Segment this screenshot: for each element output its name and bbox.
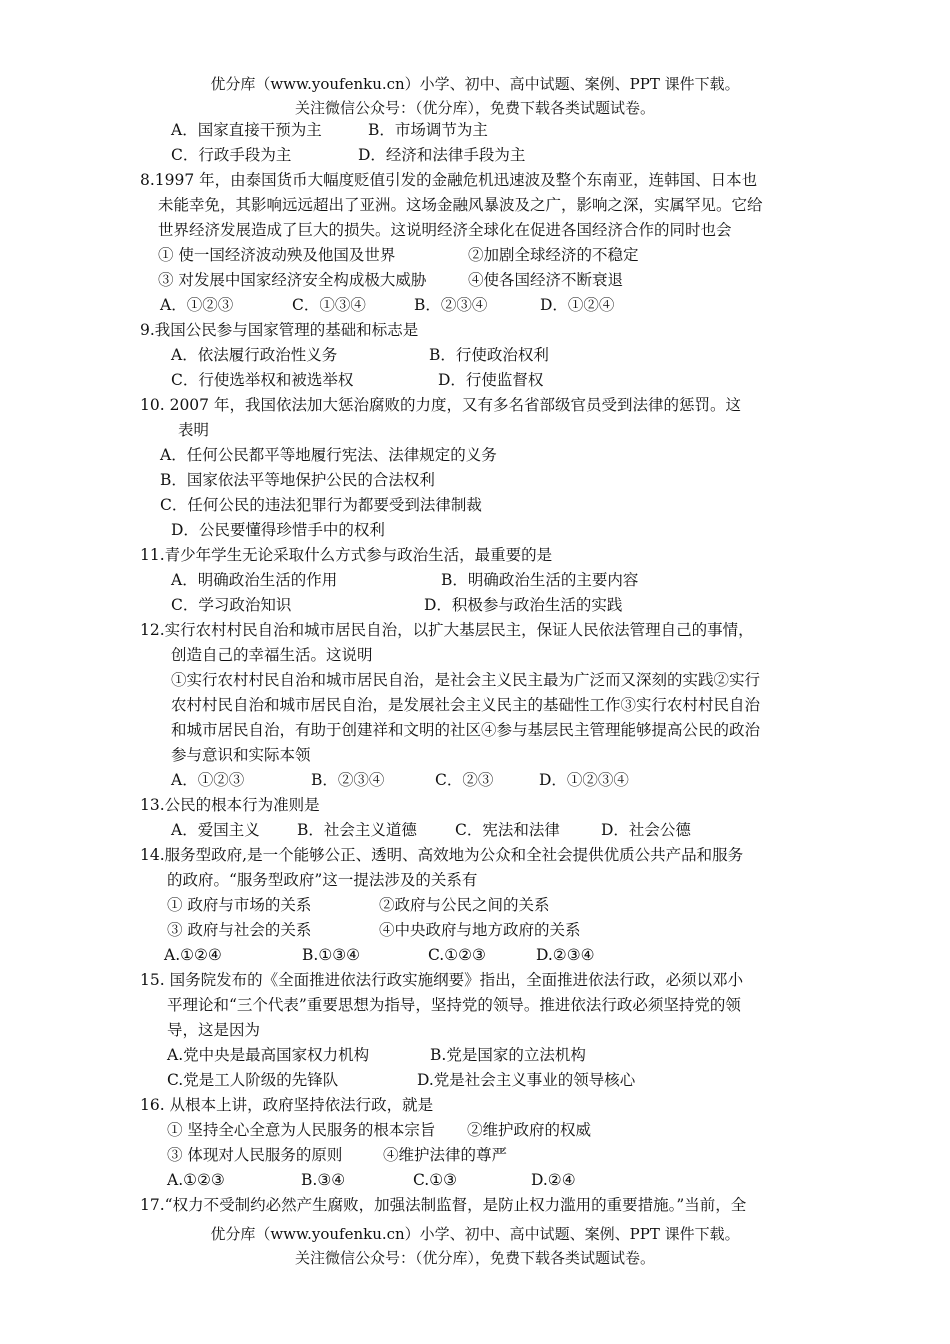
option-b: B.③④: [301, 1171, 346, 1189]
option-row: [140, 593, 830, 618]
question-10-stem: 10. 2007 年，我国依法加大惩治腐败的力度，又有多名省部级官员受到法律的惩罚。这: [140, 396, 741, 414]
option-b: B.①③④: [302, 946, 361, 964]
option-b: B．行使政治权利: [429, 346, 549, 364]
option-b: B．国家依法平等地保护公民的合法权利: [160, 471, 435, 489]
statement-1: ① 政府与市场的关系: [167, 896, 312, 914]
option-a: A.①②③: [167, 1171, 225, 1189]
option-row: [140, 768, 830, 793]
question-14-stem-cont: 的政府。“服务型政府”这一提法涉及的关系有: [167, 871, 478, 889]
statement-2: ②政府与公民之间的关系: [379, 896, 550, 914]
statement-3: ③ 对发展中国家经济安全构成极大威胁: [158, 271, 427, 289]
question-9-stem: 9.我国公民参与国家管理的基础和标志是: [140, 321, 419, 339]
question-12-statements: ①实行农村村民自治和城市居民自治，是社会主义民主最为广泛而又深刻的实践②实行: [171, 671, 761, 689]
statement-2: ②加剧全球经济的不稳定: [468, 246, 639, 264]
option-b: B．市场调节为主: [368, 121, 488, 139]
option-d: D．①②③④: [539, 771, 629, 789]
option-row: [140, 143, 830, 168]
option-c: C．任何公民的违法犯罪行为都要受到法律制裁: [160, 496, 482, 514]
question-list: [140, 118, 830, 1218]
question-8-stem-cont: 世界经济发展造成了巨大的损失。这说明经济全球化在促进各国经济合作的同时也会: [158, 221, 732, 239]
statement-3: ③ 体现对人民服务的原则: [167, 1146, 343, 1164]
option-b: B．②③④: [414, 296, 488, 314]
option-row: [140, 293, 830, 318]
question-17-stem: 17.“权力不受制约必然产生腐败，加强法制监督，是防止权力滥用的重要措施。”当前，全: [140, 1196, 747, 1214]
question-13-stem: 13.公民的根本行为准则是: [140, 796, 320, 814]
statement-3: ③ 政府与社会的关系: [167, 921, 312, 939]
option-a: A．依法履行政治性义务: [171, 346, 338, 364]
question-10-stem-cont: 表明: [178, 421, 210, 439]
option-row: [140, 818, 830, 843]
option-c: C．宪法和法律: [455, 821, 560, 839]
question-8-stem-cont: 未能幸免，其影响远远超出了亚洲。这场金融风暴波及之广，影响之深，实属罕见。它给: [158, 196, 763, 214]
option-d: D．社会公德: [601, 821, 691, 839]
question-15-stem-cont: 平理论和“三个代表”重要思想为指导，坚持党的领导。推进依法行政必须坚持党的领: [167, 996, 741, 1014]
option-a: A．①②③: [171, 771, 245, 789]
statement-row: [140, 1118, 830, 1143]
option-d: D．①②④: [540, 296, 615, 314]
footer-line-1: 优分库（www.youfenku.cn）小学、初中、高中试题、案例、PPT 课件下载。: [210, 1225, 740, 1243]
option-c: C.党是工人阶级的先锋队: [167, 1071, 339, 1089]
option-b: B．社会主义道德: [297, 821, 417, 839]
question-16-stem: 16. 从根本上讲，政府坚持依法行政，就是: [140, 1096, 434, 1114]
option-b: B．明确政治生活的主要内容: [441, 571, 639, 589]
option-row: [140, 568, 830, 593]
option-d: D．行使监督权: [438, 371, 544, 389]
option-row: [140, 943, 830, 968]
statement-row: [140, 918, 830, 943]
statement-4: ④使各国经济不断衰退: [468, 271, 624, 289]
question-15-stem-cont: 导，这是因为: [167, 1021, 261, 1039]
option-a: A．①②③: [160, 296, 234, 314]
question-12-statements: 农村村民自治和城市居民自治，是发展社会主义民主的基础性工作③实行农村村民自治: [171, 696, 761, 714]
option-d: D.②④: [531, 1171, 576, 1189]
footer-line-2: 关注微信公众号：（优分库），免费下载各类试题试卷。: [294, 1249, 655, 1267]
question-12-statements: 和城市居民自治，有助于创建祥和文明的社区④参与基层民主管理能够提高公民的政治: [171, 721, 761, 739]
statement-row: [140, 268, 830, 293]
option-d: D．经济和法律手段为主: [358, 146, 526, 164]
option-c: C．①③④: [292, 296, 366, 314]
option-d: D．积极参与政治生活的实践: [424, 596, 623, 614]
question-14-stem: 14.服务型政府,是一个能够公正、透明、高效地为公众和全社会提供优质公共产品和服务: [140, 846, 744, 864]
option-row: [140, 1068, 830, 1093]
question-12-statements: 参与意识和实际本领: [171, 746, 311, 764]
option-a: A．爱国主义: [171, 821, 260, 839]
option-row: [140, 343, 830, 368]
option-c: C.①③: [413, 1171, 458, 1189]
question-15-stem: 15. 国务院发布的《全面推进依法行政实施纲要》指出，全面推进依法行政，必须以邓小: [140, 971, 744, 989]
statement-row: [140, 1143, 830, 1168]
option-c: C．学习政治知识: [171, 596, 292, 614]
statement-row: [140, 243, 830, 268]
option-a: A．明确政治生活的作用: [171, 571, 338, 589]
question-11-stem: 11.青少年学生无论采取什么方式参与政治生活，最重要的是: [140, 546, 553, 564]
option-b: B．②③④: [311, 771, 385, 789]
option-row: [140, 1043, 830, 1068]
option-row: [140, 1168, 830, 1193]
option-c: C．行政手段为主: [171, 146, 292, 164]
option-d: D.党是社会主义事业的领导核心: [417, 1071, 636, 1089]
option-c: C.①②③: [428, 946, 486, 964]
option-a: A.①②④: [164, 946, 222, 964]
statement-4: ④维护法律的尊严: [383, 1146, 508, 1164]
option-a: A．任何公民都平等地履行宪法、法律规定的义务: [160, 446, 497, 464]
option-a: A．国家直接干预为主: [171, 121, 322, 139]
option-b: B.党是国家的立法机构: [430, 1046, 586, 1064]
statement-row: [140, 893, 830, 918]
statement-1: ① 使一国经济波动殃及他国及世界: [158, 246, 396, 264]
option-d: D.②③④: [536, 946, 595, 964]
option-c: C．②③: [435, 771, 494, 789]
header-line-1: 优分库（www.youfenku.cn）小学、初中、高中试题、案例、PPT 课件下载。: [210, 75, 740, 93]
option-d: D．公民要懂得珍惜手中的权利: [171, 521, 385, 539]
statement-2: ②维护政府的权威: [467, 1121, 592, 1139]
header-line-2: 关注微信公众号：（优分库），免费下载各类试题试卷。: [294, 99, 655, 117]
statement-4: ④中央政府与地方政府的关系: [379, 921, 581, 939]
option-c: C．行使选举权和被选举权: [171, 371, 354, 389]
question-12-stem: 12.实行农村村民自治和城市居民自治，以扩大基层民主，保证人民依法管理自己的事情，: [140, 621, 754, 639]
question-12-stem-cont: 创造自己的幸福生活。这说明: [171, 646, 373, 664]
option-row: [140, 368, 830, 393]
question-8-stem: 8.1997 年，由泰国货币大幅度贬值引发的金融危机迅速波及整个东南亚，连韩国、日本也: [140, 171, 758, 189]
statement-1: ① 坚持全心全意为人民服务的根本宗旨: [167, 1121, 436, 1139]
option-row: [140, 118, 830, 143]
option-a: A.党中央是最高国家权力机构: [167, 1046, 370, 1064]
